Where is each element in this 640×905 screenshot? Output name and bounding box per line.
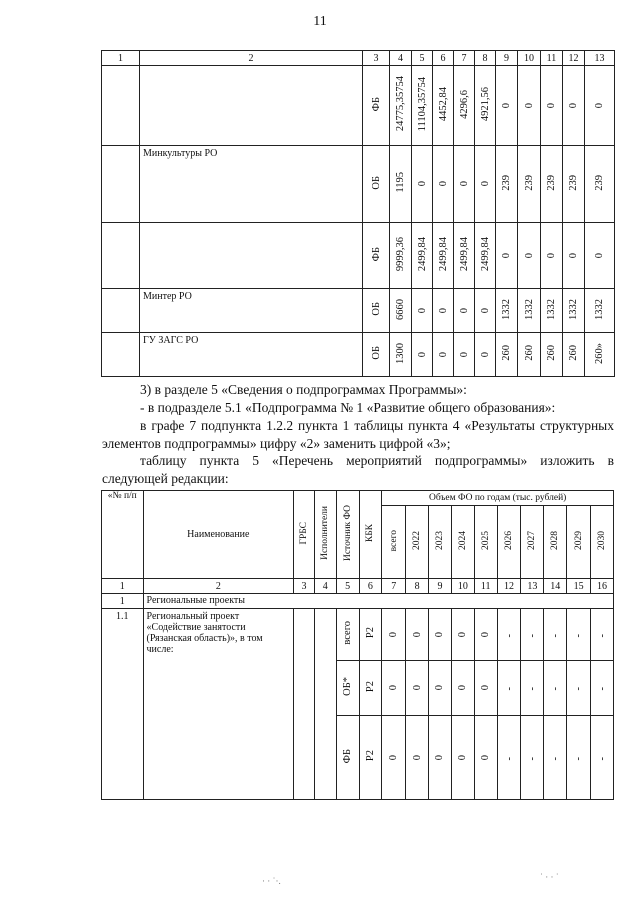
source-cell: всего xyxy=(342,621,354,645)
value-cell: 0 xyxy=(479,351,491,357)
paragraph-subsection: - в подразделе 5.1 «Подпрограмма № 1 «Развитие общего образования»: xyxy=(140,400,556,415)
value-cell: 1300 xyxy=(395,342,406,364)
source-cell: ОБ* xyxy=(342,677,354,696)
header-row xyxy=(102,51,615,66)
row-name: ГУ ЗАГС РО xyxy=(140,333,363,377)
source-cell: ФБ xyxy=(342,748,354,764)
scan-speck: ˙ · · ˙ xyxy=(540,872,559,882)
col-num: 8 xyxy=(475,51,496,66)
value-cell: 239 xyxy=(501,174,512,191)
year-header: 2023 xyxy=(434,531,445,550)
column-numbers-row xyxy=(102,579,614,594)
value-cell: 0 xyxy=(546,252,557,258)
year-header: 2029 xyxy=(573,531,584,550)
scan-speck: · · ˙·. xyxy=(262,876,281,886)
value-cell: 2499,84 xyxy=(458,236,470,272)
col-num: 3 xyxy=(294,579,315,594)
row-name: Минтер РО xyxy=(140,289,363,333)
col-num: 3 xyxy=(363,51,390,66)
value-cell: 0 xyxy=(437,351,449,357)
col-num: 10 xyxy=(518,51,541,66)
source-cell: ФБ xyxy=(370,246,382,262)
value-cell: 24775,35754 xyxy=(395,76,406,132)
value-cell: - xyxy=(549,633,561,637)
row-name xyxy=(140,223,363,289)
value-cell: 1332 xyxy=(501,298,512,320)
header-source: Источник ФО xyxy=(342,504,353,562)
value-cell: - xyxy=(549,756,561,760)
value-cell: - xyxy=(526,633,538,637)
col-num: 5 xyxy=(336,579,359,594)
value-cell: 0 xyxy=(546,102,557,108)
activities-table xyxy=(101,490,614,800)
value-cell: 239 xyxy=(568,174,579,191)
value-cell: 260 xyxy=(501,345,512,361)
year-header: 2028 xyxy=(550,531,561,550)
value-cell: 1332 xyxy=(523,298,535,320)
col-num: 4 xyxy=(390,51,412,66)
value-cell: - xyxy=(549,687,561,691)
funding-table-continued xyxy=(101,50,615,377)
value-cell: 239 xyxy=(594,174,605,191)
kbk-cell: Р2 xyxy=(364,680,376,693)
row-no xyxy=(102,289,140,333)
value-cell: 0 xyxy=(434,685,446,691)
table-row xyxy=(102,289,615,333)
value-cell: - xyxy=(596,633,608,637)
col-num: 1 xyxy=(102,579,144,594)
paragraph-replace: в графе 7 подпункта 1.2.2 пункта 1 таблицы пункта 4 «Результаты структурных элементов подпрограммы» цифру «2» заменить цифрой «3»; xyxy=(102,418,614,451)
value-cell: - xyxy=(503,687,515,691)
value-cell: 0 xyxy=(523,102,535,108)
header-volume: Объем ФО по годам (тыс. рублей) xyxy=(382,491,614,506)
value-cell: 4296,6 xyxy=(458,89,470,119)
value-cell: - xyxy=(526,687,538,691)
year-header: 2024 xyxy=(457,531,468,550)
value-cell: 0 xyxy=(480,631,492,637)
value-cell: 11104,35754 xyxy=(416,76,428,132)
value-cell: 0 xyxy=(416,181,428,187)
value-cell: 0 xyxy=(523,252,535,258)
value-cell: 0 xyxy=(411,754,423,760)
source-cell: ОБ xyxy=(370,175,382,190)
value-cell: 9999,36 xyxy=(395,236,406,272)
source-cell: ФБ xyxy=(370,96,382,112)
col-num: 14 xyxy=(544,579,567,594)
value-cell: - xyxy=(503,633,515,637)
col-num: 15 xyxy=(567,579,591,594)
col-num: 13 xyxy=(521,579,544,594)
value-cell: - xyxy=(573,687,585,691)
value-cell: - xyxy=(526,756,538,760)
col-num: 16 xyxy=(591,579,614,594)
col-num: 4 xyxy=(314,579,336,594)
header-kbk: КБК xyxy=(365,523,376,543)
table-row xyxy=(102,66,615,146)
value-cell: 2499,84 xyxy=(437,236,449,272)
source-cell: ОБ xyxy=(370,302,382,316)
paragraph-section5: 3) в разделе 5 «Сведения о подпрограммах Программы»: xyxy=(140,382,467,397)
value-cell: 1332 xyxy=(546,298,557,320)
value-cell: 260 xyxy=(523,345,535,361)
value-cell: 0 xyxy=(458,181,470,187)
col-num: 7 xyxy=(382,579,406,594)
row-name: Минкультуры РО xyxy=(140,146,363,223)
value-cell: 0 xyxy=(416,351,428,357)
year-header: 2025 xyxy=(480,531,491,550)
col-num: 2 xyxy=(140,51,363,66)
col-num: 2 xyxy=(143,579,294,594)
value-cell: 0 xyxy=(411,631,423,637)
kbk-cell: Р2 xyxy=(364,627,376,639)
value-cell: - xyxy=(573,756,585,760)
col-num: 6 xyxy=(359,579,382,594)
section-no: 1 xyxy=(102,594,144,609)
value-cell: 1195 xyxy=(395,172,406,193)
value-cell: - xyxy=(503,756,515,760)
year-header: 2027 xyxy=(527,531,538,550)
value-cell: 0 xyxy=(457,754,469,760)
value-cell: 0 xyxy=(457,631,469,637)
value-cell: 239 xyxy=(523,174,535,191)
table-row xyxy=(102,333,615,377)
value-cell: 0 xyxy=(479,307,491,313)
value-cell: - xyxy=(596,756,608,760)
row-no xyxy=(102,333,140,377)
value-cell: 0 xyxy=(479,181,491,187)
value-cell: 4921,56 xyxy=(479,86,491,122)
value-cell: 1332 xyxy=(594,298,605,320)
col-num: 6 xyxy=(433,51,454,66)
table-row xyxy=(102,609,614,661)
value-cell: 0 xyxy=(457,685,469,691)
row-no xyxy=(102,146,140,223)
source-cell: ОБ xyxy=(370,346,382,360)
item-name: Региональный проект «Содействие занятости (Рязанская область)», в том числе: xyxy=(143,609,294,800)
header-name: Наименование xyxy=(143,491,294,579)
value-cell: 4452,84 xyxy=(437,86,449,122)
col-num: 10 xyxy=(451,579,474,594)
col-num: 13 xyxy=(585,51,615,66)
value-cell: 0 xyxy=(568,102,579,108)
section-name: Региональные проекты xyxy=(143,594,613,609)
section-row xyxy=(102,594,614,609)
value-cell: - xyxy=(573,633,585,637)
row-no xyxy=(102,223,140,289)
value-cell: 0 xyxy=(434,754,446,760)
year-header: 2026 xyxy=(504,531,515,550)
kbk-cell: Р2 xyxy=(364,750,376,762)
value-cell: 0 xyxy=(458,351,470,357)
col-num: 9 xyxy=(496,51,518,66)
value-cell: 0 xyxy=(501,252,512,258)
value-cell: 260 xyxy=(568,345,579,361)
year-header: 2022 xyxy=(412,531,423,550)
col-num: 11 xyxy=(474,579,497,594)
col-num: 5 xyxy=(412,51,433,66)
header-no: «№ п/п xyxy=(102,491,144,579)
col-num: 9 xyxy=(429,579,452,594)
row-name xyxy=(140,66,363,146)
value-cell: 0 xyxy=(388,631,400,637)
value-cell: 0 xyxy=(594,102,605,108)
value-cell: 0 xyxy=(388,685,400,691)
header-grbs: ГРБС xyxy=(298,521,309,545)
value-cell: 0 xyxy=(568,252,579,258)
table-row xyxy=(102,146,615,223)
value-cell: 1332 xyxy=(568,298,579,320)
col-num: 8 xyxy=(406,579,429,594)
col-num: 7 xyxy=(454,51,475,66)
value-cell: 0 xyxy=(388,754,400,760)
col-num: 11 xyxy=(541,51,563,66)
year-header: всего xyxy=(388,529,399,552)
col-num: 12 xyxy=(497,579,521,594)
value-cell: 6660 xyxy=(395,298,406,320)
value-cell: 0 xyxy=(594,252,605,258)
value-cell: 2499,84 xyxy=(416,236,428,272)
row-no xyxy=(102,66,140,146)
paragraph-table-intro: таблицу пункта 5 «Перечень мероприятий подпрограммы» изложить в следующей редакции: xyxy=(102,453,614,486)
value-cell: 239 xyxy=(546,174,557,191)
value-cell: 0 xyxy=(437,307,449,313)
value-cell: - xyxy=(596,687,608,691)
value-cell: 260» xyxy=(594,342,605,364)
value-cell: 260 xyxy=(546,345,557,361)
col-num: 1 xyxy=(102,51,140,66)
grbs-cell xyxy=(294,609,315,800)
header-executors: Исполнители xyxy=(320,506,331,560)
value-cell: 0 xyxy=(480,685,492,691)
value-cell: 0 xyxy=(416,307,428,313)
executor-cell xyxy=(314,609,336,800)
table-row xyxy=(102,223,615,289)
year-header: 2030 xyxy=(597,531,608,550)
col-num: 12 xyxy=(563,51,585,66)
value-cell: 0 xyxy=(480,754,492,760)
value-cell: 2499,84 xyxy=(479,236,491,272)
value-cell: 0 xyxy=(501,102,512,108)
page-number: 11 xyxy=(313,14,327,29)
value-cell: 0 xyxy=(458,307,470,313)
value-cell: 0 xyxy=(434,631,446,637)
value-cell: 0 xyxy=(411,685,423,691)
item-no: 1.1 xyxy=(102,609,144,800)
value-cell: 0 xyxy=(437,181,449,187)
